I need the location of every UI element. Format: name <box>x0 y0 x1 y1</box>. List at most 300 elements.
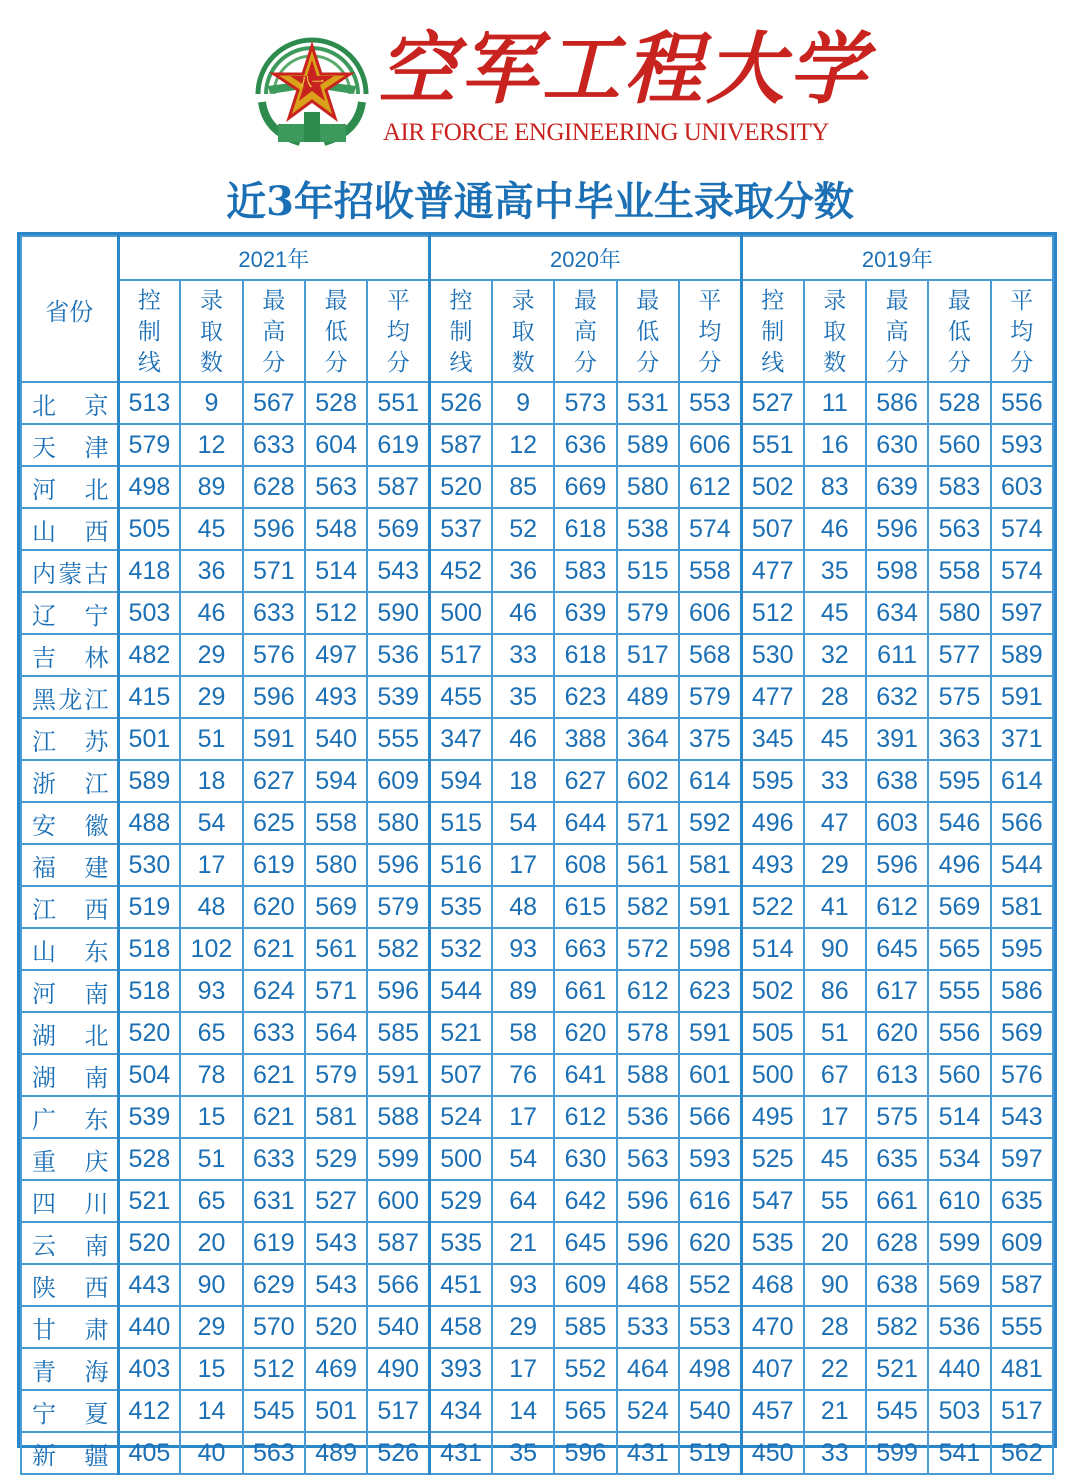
score-cell: 571 <box>305 970 367 1012</box>
score-cell: 566 <box>991 802 1053 844</box>
score-cell: 545 <box>243 1390 305 1432</box>
score-cell: 563 <box>243 1432 305 1474</box>
score-cell: 514 <box>305 550 367 592</box>
score-cell: 569 <box>305 886 367 928</box>
score-cell: 593 <box>679 1138 741 1180</box>
score-cell: 93 <box>180 970 242 1012</box>
score-cell: 560 <box>928 424 990 466</box>
score-cell: 14 <box>492 1390 554 1432</box>
score-cell: 583 <box>554 550 616 592</box>
score-cell: 608 <box>554 844 616 886</box>
score-cell: 568 <box>679 634 741 676</box>
score-cell: 619 <box>367 424 429 466</box>
score-cell: 517 <box>430 634 492 676</box>
score-cell: 418 <box>118 550 180 592</box>
score-cell: 363 <box>928 718 990 760</box>
score-cell: 645 <box>866 928 928 970</box>
score-cell: 587 <box>430 424 492 466</box>
score-cell: 619 <box>243 1222 305 1264</box>
score-cell: 599 <box>367 1138 429 1180</box>
score-cell: 586 <box>866 382 928 424</box>
score-cell: 580 <box>928 592 990 634</box>
province-cell: 宁夏 <box>21 1390 118 1432</box>
score-cell: 477 <box>741 550 803 592</box>
score-cell: 597 <box>991 592 1053 634</box>
score-cell: 29 <box>180 634 242 676</box>
score-cell: 579 <box>367 886 429 928</box>
score-cell: 591 <box>243 718 305 760</box>
score-cell: 614 <box>991 760 1053 802</box>
score-cell: 505 <box>118 508 180 550</box>
score-cell: 539 <box>118 1096 180 1138</box>
score-cell: 521 <box>430 1012 492 1054</box>
table-row <box>21 802 1053 844</box>
score-cell: 54 <box>492 1138 554 1180</box>
score-cell: 555 <box>367 718 429 760</box>
score-cell: 591 <box>679 886 741 928</box>
score-cell: 569 <box>367 508 429 550</box>
score-cell: 490 <box>367 1348 429 1390</box>
score-cell: 596 <box>243 676 305 718</box>
score-cell: 440 <box>928 1348 990 1390</box>
score-cell: 518 <box>118 928 180 970</box>
province-cell: 福建 <box>21 844 118 886</box>
score-cell: 563 <box>928 508 990 550</box>
province-cell: 吉林 <box>21 634 118 676</box>
score-cell: 570 <box>243 1306 305 1348</box>
score-cell: 524 <box>430 1096 492 1138</box>
score-cell: 93 <box>492 928 554 970</box>
score-cell: 489 <box>617 676 679 718</box>
score-cell: 528 <box>305 382 367 424</box>
table-row <box>21 1138 1053 1180</box>
score-cell: 558 <box>305 802 367 844</box>
score-cell: 645 <box>554 1222 616 1264</box>
table-row <box>21 466 1053 508</box>
score-cell: 17 <box>180 844 242 886</box>
score-cell: 639 <box>866 466 928 508</box>
svg-text:八一: 八一 <box>299 75 325 89</box>
score-cell: 571 <box>617 802 679 844</box>
score-cell: 543 <box>367 550 429 592</box>
score-cell: 520 <box>430 466 492 508</box>
score-cell: 503 <box>118 592 180 634</box>
score-cell: 41 <box>804 886 866 928</box>
score-cell: 375 <box>679 718 741 760</box>
score-cell: 630 <box>554 1138 616 1180</box>
score-cell: 65 <box>180 1180 242 1222</box>
score-cell: 543 <box>305 1222 367 1264</box>
score-cell: 625 <box>243 802 305 844</box>
score-cell: 65 <box>180 1012 242 1054</box>
score-cell: 528 <box>118 1138 180 1180</box>
year-header-row <box>21 236 1053 280</box>
score-cell: 500 <box>430 1138 492 1180</box>
province-cell: 山东 <box>21 928 118 970</box>
table-row <box>21 1432 1053 1474</box>
score-cell: 11 <box>804 382 866 424</box>
score-cell: 20 <box>804 1222 866 1264</box>
score-cell: 536 <box>928 1306 990 1348</box>
score-cell: 527 <box>741 382 803 424</box>
score-cell: 582 <box>617 886 679 928</box>
column-header: 录 取 数 <box>180 280 242 382</box>
province-cell: 甘肃 <box>21 1306 118 1348</box>
score-cell: 501 <box>118 718 180 760</box>
score-cell: 536 <box>367 634 429 676</box>
table-row <box>21 1264 1053 1306</box>
score-cell: 610 <box>928 1180 990 1222</box>
score-cell: 14 <box>180 1390 242 1432</box>
score-cell: 29 <box>180 1306 242 1348</box>
score-cell: 592 <box>679 802 741 844</box>
score-cell: 588 <box>367 1096 429 1138</box>
score-cell: 620 <box>679 1222 741 1264</box>
score-cell: 600 <box>367 1180 429 1222</box>
province-cell: 浙江 <box>21 760 118 802</box>
score-cell: 458 <box>430 1306 492 1348</box>
score-cell: 403 <box>118 1348 180 1390</box>
score-cell: 609 <box>991 1222 1053 1264</box>
score-cell: 17 <box>492 844 554 886</box>
score-cell: 569 <box>928 1264 990 1306</box>
column-header: 录 取 数 <box>804 280 866 382</box>
score-cell: 598 <box>866 550 928 592</box>
score-cell: 90 <box>804 1264 866 1306</box>
score-cell: 586 <box>991 970 1053 1012</box>
table-row <box>21 970 1053 1012</box>
score-cell: 638 <box>866 1264 928 1306</box>
score-cell: 595 <box>741 760 803 802</box>
province-cell: 青海 <box>21 1348 118 1390</box>
score-cell: 596 <box>367 844 429 886</box>
column-header: 录 取 数 <box>492 280 554 382</box>
score-cell: 615 <box>554 886 616 928</box>
score-cell: 481 <box>991 1348 1053 1390</box>
score-cell: 574 <box>679 508 741 550</box>
table-row <box>21 634 1053 676</box>
province-cell: 山西 <box>21 508 118 550</box>
score-cell: 455 <box>430 676 492 718</box>
province-cell: 四川 <box>21 1180 118 1222</box>
score-cell: 29 <box>492 1306 554 1348</box>
score-cell: 521 <box>118 1180 180 1222</box>
score-cell: 36 <box>492 550 554 592</box>
score-cell: 575 <box>928 676 990 718</box>
score-cell: 566 <box>367 1264 429 1306</box>
score-cell: 593 <box>991 424 1053 466</box>
score-cell: 585 <box>554 1306 616 1348</box>
score-cell: 525 <box>741 1138 803 1180</box>
university-name-cn: 空军工程大学 <box>378 24 871 115</box>
column-header: 最 高 分 <box>554 280 616 382</box>
table-row <box>21 1180 1053 1222</box>
score-cell: 83 <box>804 466 866 508</box>
score-cell: 619 <box>243 844 305 886</box>
score-cell: 545 <box>866 1390 928 1432</box>
score-cell: 89 <box>180 466 242 508</box>
score-cell: 90 <box>804 928 866 970</box>
score-cell: 597 <box>991 1138 1053 1180</box>
score-cell: 612 <box>554 1096 616 1138</box>
score-cell: 85 <box>492 466 554 508</box>
province-cell: 河北 <box>21 466 118 508</box>
score-cell: 477 <box>741 676 803 718</box>
score-cell: 594 <box>305 760 367 802</box>
score-cell: 583 <box>928 466 990 508</box>
score-cell: 500 <box>430 592 492 634</box>
column-header: 最 低 分 <box>305 280 367 382</box>
score-cell: 347 <box>430 718 492 760</box>
score-cell: 504 <box>118 1054 180 1096</box>
score-cell: 623 <box>554 676 616 718</box>
year-header: 2021年 <box>118 236 430 280</box>
score-cell: 552 <box>679 1264 741 1306</box>
score-cell: 529 <box>305 1138 367 1180</box>
score-cell: 663 <box>554 928 616 970</box>
score-cell: 512 <box>741 592 803 634</box>
column-header: 最 低 分 <box>617 280 679 382</box>
score-cell: 32 <box>804 634 866 676</box>
score-cell: 595 <box>928 760 990 802</box>
table-row <box>21 1222 1053 1264</box>
score-cell: 633 <box>243 1138 305 1180</box>
province-cell: 河南 <box>21 970 118 1012</box>
score-cell: 620 <box>866 1012 928 1054</box>
score-cell: 493 <box>741 844 803 886</box>
score-cell: 393 <box>430 1348 492 1390</box>
table-row <box>21 1054 1053 1096</box>
table-row <box>21 1012 1053 1054</box>
score-cell: 28 <box>804 676 866 718</box>
score-cell: 641 <box>554 1054 616 1096</box>
province-cell: 云南 <box>21 1222 118 1264</box>
score-cell: 391 <box>866 718 928 760</box>
score-cell: 609 <box>367 760 429 802</box>
province-cell: 江苏 <box>21 718 118 760</box>
score-cell: 591 <box>679 1012 741 1054</box>
score-cell: 47 <box>804 802 866 844</box>
table-row <box>21 760 1053 802</box>
score-cell: 20 <box>180 1222 242 1264</box>
table-row <box>21 508 1053 550</box>
column-header: 控 制 线 <box>118 280 180 382</box>
score-cell: 541 <box>928 1432 990 1474</box>
score-cell: 585 <box>367 1012 429 1054</box>
score-cell: 620 <box>554 1012 616 1054</box>
score-cell: 561 <box>617 844 679 886</box>
score-cell: 580 <box>617 466 679 508</box>
province-cell: 天津 <box>21 424 118 466</box>
score-cell: 573 <box>554 382 616 424</box>
score-cell: 12 <box>180 424 242 466</box>
province-cell: 内蒙古 <box>21 550 118 592</box>
score-cell: 36 <box>180 550 242 592</box>
score-cell: 507 <box>741 508 803 550</box>
score-cell: 457 <box>741 1390 803 1432</box>
score-cell: 596 <box>866 844 928 886</box>
province-cell: 湖南 <box>21 1054 118 1096</box>
admission-scores-table <box>17 232 1057 1470</box>
score-cell: 526 <box>367 1432 429 1474</box>
score-cell: 519 <box>679 1432 741 1474</box>
score-cell: 579 <box>118 424 180 466</box>
score-cell: 488 <box>118 802 180 844</box>
score-cell: 28 <box>804 1306 866 1348</box>
score-cell: 537 <box>430 508 492 550</box>
score-cell: 522 <box>741 886 803 928</box>
score-cell: 535 <box>430 1222 492 1264</box>
score-cell: 598 <box>679 928 741 970</box>
score-cell: 33 <box>804 760 866 802</box>
score-cell: 588 <box>617 1054 679 1096</box>
score-cell: 669 <box>554 466 616 508</box>
score-cell: 93 <box>492 1264 554 1306</box>
score-cell: 569 <box>928 886 990 928</box>
score-cell: 581 <box>991 886 1053 928</box>
table-row <box>21 676 1053 718</box>
score-cell: 54 <box>180 802 242 844</box>
score-cell: 547 <box>741 1180 803 1222</box>
score-cell: 558 <box>928 550 990 592</box>
sub-header-row <box>21 280 1053 382</box>
score-cell: 45 <box>804 1138 866 1180</box>
score-cell: 18 <box>492 760 554 802</box>
score-cell: 520 <box>305 1306 367 1348</box>
score-cell: 52 <box>492 508 554 550</box>
page-title: 近3年招收普通高中毕业生录取分数 <box>226 178 854 225</box>
score-cell: 589 <box>991 634 1053 676</box>
score-cell: 520 <box>118 1012 180 1054</box>
score-cell: 574 <box>991 550 1053 592</box>
score-cell: 604 <box>305 424 367 466</box>
score-cell: 587 <box>367 466 429 508</box>
score-cell: 18 <box>180 760 242 802</box>
score-cell: 514 <box>928 1096 990 1138</box>
score-cell: 514 <box>741 928 803 970</box>
score-cell: 564 <box>305 1012 367 1054</box>
university-name-en: AIR FORCE ENGINEERING UNIVERSITY <box>383 119 829 146</box>
score-cell: 634 <box>866 592 928 634</box>
score-cell: 642 <box>554 1180 616 1222</box>
score-cell: 451 <box>430 1264 492 1306</box>
score-cell: 35 <box>804 550 866 592</box>
score-cell: 502 <box>741 466 803 508</box>
score-cell: 450 <box>741 1432 803 1474</box>
score-cell: 555 <box>928 970 990 1012</box>
score-cell: 616 <box>679 1180 741 1222</box>
score-cell: 518 <box>118 970 180 1012</box>
score-cell: 589 <box>118 760 180 802</box>
score-cell: 555 <box>991 1306 1053 1348</box>
score-cell: 532 <box>430 928 492 970</box>
score-cell: 579 <box>679 676 741 718</box>
score-cell: 628 <box>866 1222 928 1264</box>
province-cell: 重庆 <box>21 1138 118 1180</box>
score-cell: 544 <box>991 844 1053 886</box>
score-cell: 603 <box>991 466 1053 508</box>
score-cell: 601 <box>679 1054 741 1096</box>
score-cell: 630 <box>866 424 928 466</box>
score-cell: 9 <box>180 382 242 424</box>
score-cell: 90 <box>180 1264 242 1306</box>
score-cell: 29 <box>180 676 242 718</box>
score-cell: 576 <box>243 634 305 676</box>
score-cell: 618 <box>554 634 616 676</box>
score-cell: 558 <box>679 550 741 592</box>
column-header: 最 高 分 <box>243 280 305 382</box>
column-header: 最 低 分 <box>928 280 990 382</box>
score-cell: 517 <box>367 1390 429 1432</box>
score-cell: 513 <box>118 382 180 424</box>
score-cell: 46 <box>492 718 554 760</box>
score-cell: 531 <box>617 382 679 424</box>
score-cell: 579 <box>617 592 679 634</box>
score-cell: 45 <box>180 508 242 550</box>
table-row <box>21 844 1053 886</box>
score-cell: 443 <box>118 1264 180 1306</box>
score-cell: 431 <box>617 1432 679 1474</box>
score-cell: 581 <box>305 1096 367 1138</box>
score-cell: 628 <box>243 466 305 508</box>
score-cell: 565 <box>928 928 990 970</box>
score-cell: 552 <box>554 1348 616 1390</box>
score-cell: 612 <box>866 886 928 928</box>
score-cell: 17 <box>492 1096 554 1138</box>
score-cell: 503 <box>928 1390 990 1432</box>
score-cell: 76 <box>492 1054 554 1096</box>
score-cell: 591 <box>367 1054 429 1096</box>
table-row <box>21 424 1053 466</box>
score-cell: 48 <box>180 886 242 928</box>
score-cell: 496 <box>741 802 803 844</box>
score-cell: 16 <box>804 424 866 466</box>
score-cell: 563 <box>617 1138 679 1180</box>
table-row <box>21 1348 1053 1390</box>
score-cell: 46 <box>804 508 866 550</box>
score-cell: 596 <box>617 1222 679 1264</box>
score-cell: 574 <box>991 508 1053 550</box>
score-cell: 51 <box>180 718 242 760</box>
table-row <box>21 550 1053 592</box>
score-cell: 515 <box>617 550 679 592</box>
score-cell: 633 <box>243 424 305 466</box>
province-cell: 湖北 <box>21 1012 118 1054</box>
score-cell: 627 <box>554 760 616 802</box>
score-cell: 21 <box>804 1390 866 1432</box>
score-cell: 579 <box>305 1054 367 1096</box>
score-cell: 540 <box>305 718 367 760</box>
score-cell: 644 <box>554 802 616 844</box>
score-cell: 527 <box>305 1180 367 1222</box>
score-cell: 551 <box>367 382 429 424</box>
table-row <box>21 1390 1053 1432</box>
score-cell: 452 <box>430 550 492 592</box>
score-cell: 556 <box>991 382 1053 424</box>
score-cell: 602 <box>617 760 679 802</box>
score-cell: 517 <box>617 634 679 676</box>
score-cell: 498 <box>118 466 180 508</box>
score-cell: 505 <box>741 1012 803 1054</box>
score-cell: 78 <box>180 1054 242 1096</box>
score-cell: 603 <box>866 802 928 844</box>
score-cell: 576 <box>991 1054 1053 1096</box>
score-cell: 587 <box>367 1222 429 1264</box>
score-cell: 587 <box>991 1264 1053 1306</box>
score-cell: 614 <box>679 760 741 802</box>
score-cell: 599 <box>866 1432 928 1474</box>
score-cell: 516 <box>430 844 492 886</box>
